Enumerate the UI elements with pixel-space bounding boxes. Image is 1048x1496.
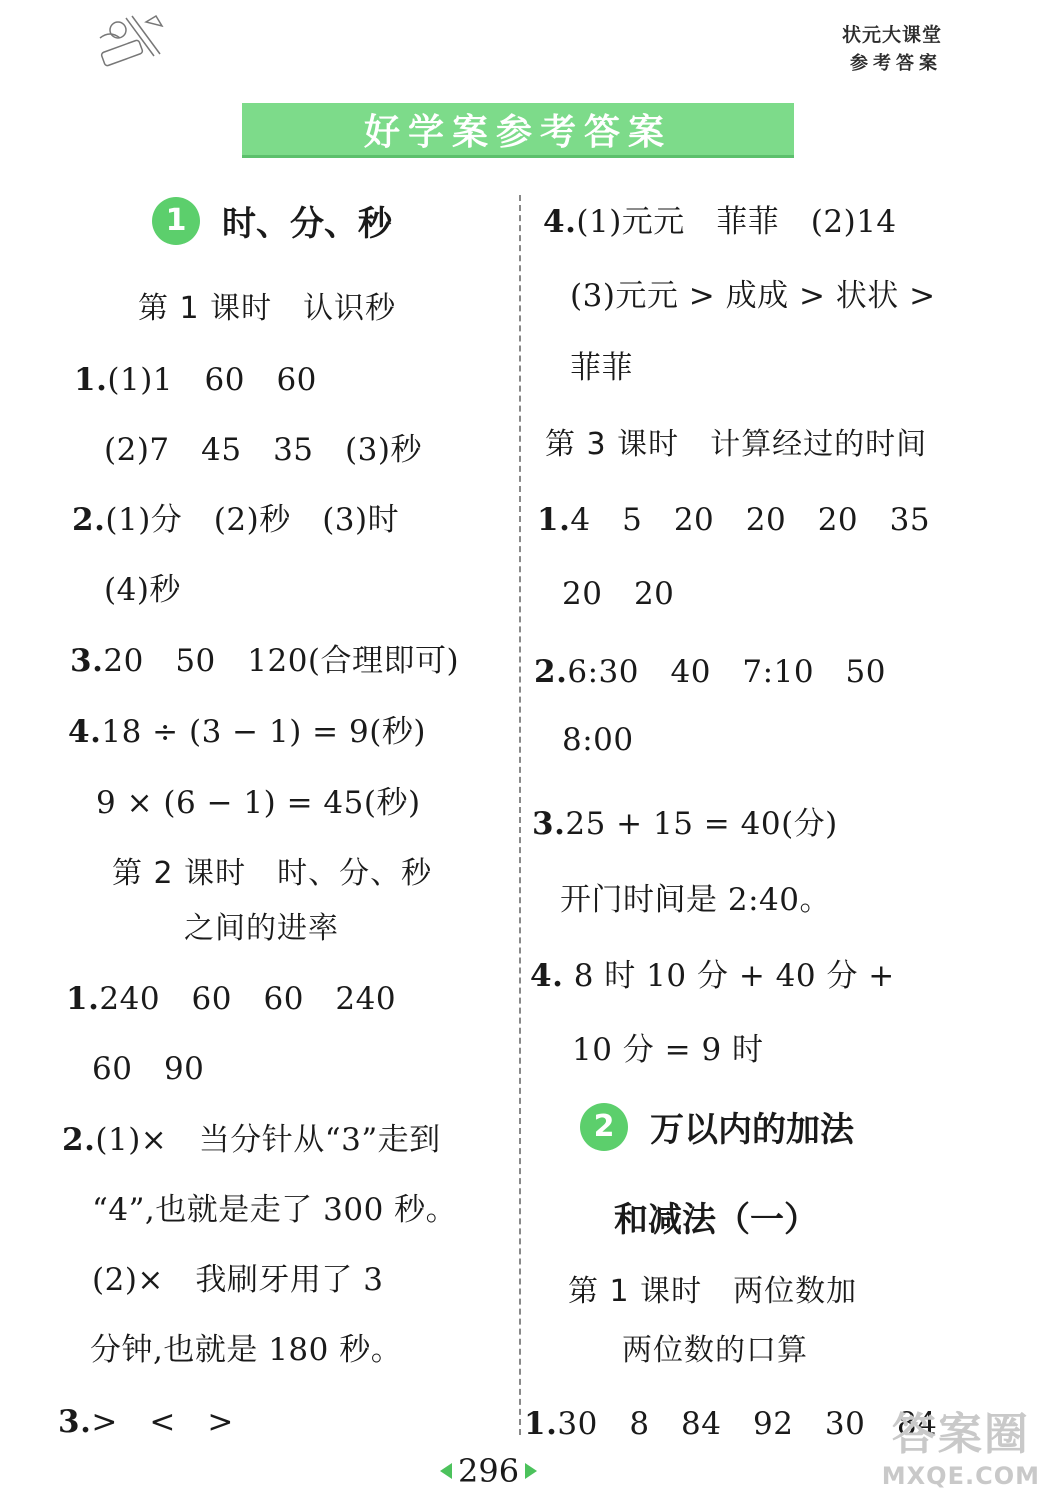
- answer-line: 1.240 60 60 240: [66, 981, 397, 1017]
- lesson-title: 第 3 课时 计算经过的时间: [545, 427, 928, 462]
- answer-line: 1.4 5 20 20 20 35: [537, 502, 931, 538]
- answer-line: 20 20: [562, 576, 675, 612]
- unit-2-heading: [580, 1102, 854, 1151]
- brand-label: [842, 20, 942, 75]
- answer-line: 3.20 50 120(合理即可): [70, 643, 460, 679]
- answer-line: “4”,也就是走了 300 秒。: [92, 1192, 458, 1228]
- page-title-banner: [242, 103, 794, 158]
- answer-line: 3.25 + 15 = 40(分): [532, 806, 838, 842]
- answer-line: 开门时间是 2:40。: [560, 882, 831, 918]
- brand-line-2: 参考答案: [850, 53, 942, 74]
- unit-2-heading-continued: [614, 1192, 818, 1241]
- unit-number-badge: 2: [580, 1103, 628, 1151]
- answer-line: 60 90: [92, 1051, 205, 1087]
- answer-line: 3.> < >: [58, 1404, 234, 1440]
- brand-line-1: 状元大课堂: [841, 24, 942, 46]
- answer-line: 2.(1)分 (2)秒 (3)时: [72, 502, 400, 538]
- page-number-text: 296: [458, 1452, 520, 1490]
- answer-line: 2.6:30 40 7:10 50: [534, 654, 886, 690]
- right-arrow-icon: [525, 1463, 537, 1479]
- unit-1-heading: [152, 196, 392, 245]
- watermark-line-1: 答案圈: [891, 1409, 1030, 1460]
- answer-line: 1.(1)1 60 60: [74, 362, 317, 398]
- lesson-title-continued: 两位数的口算: [622, 1333, 808, 1368]
- answer-line: 4. 8 时 10 分 + 40 分 +: [530, 958, 895, 994]
- column-divider: [519, 195, 521, 1435]
- unit-title: 时、分、秒: [222, 204, 392, 244]
- lesson-title: 第 1 课时 两位数加: [568, 1274, 858, 1309]
- answer-line: 分钟,也就是 180 秒。: [90, 1332, 403, 1368]
- answer-line: 菲菲: [570, 350, 633, 386]
- answer-line: 2.(1)× 当分针从“3”走到: [62, 1122, 441, 1158]
- lesson-title-continued: 之间的进率: [184, 911, 339, 946]
- answer-line: (3)元元 > 成成 > 状状 >: [570, 278, 936, 314]
- unit-number-badge: 1: [152, 197, 200, 245]
- watermark: [882, 1398, 1040, 1490]
- answer-line: (4)秒: [104, 572, 181, 608]
- page-number: [440, 1452, 537, 1490]
- answer-line: (2)× 我刷牙用了 3: [92, 1262, 384, 1298]
- lesson-title: 第 1 课时 认识秒: [138, 291, 397, 326]
- answer-line: (2)7 45 35 (3)秒: [104, 432, 422, 468]
- answer-line: 9 × (6 − 1) = 45(秒): [96, 785, 421, 821]
- page-title: 好学案参考答案: [363, 111, 672, 153]
- lesson-title: 第 2 课时 时、分、秒: [112, 856, 433, 891]
- answer-line: 1.30 8 84 92 30 84: [524, 1406, 938, 1442]
- logo-illustration: [96, 8, 176, 70]
- left-arrow-icon: [440, 1463, 452, 1479]
- unit-title: 万以内的加法: [650, 1110, 854, 1150]
- watermark-line-2: MXQE.COM: [881, 1462, 1040, 1490]
- answer-line: 4.18 ÷ (3 − 1) = 9(秒): [68, 714, 426, 750]
- answer-line: 8:00: [562, 722, 634, 758]
- answer-line: 4.(1)元元 菲菲 (2)14: [543, 204, 897, 240]
- unit-title-continued: 和减法（一）: [614, 1200, 818, 1240]
- answer-line: 10 分 = 9 时: [572, 1032, 764, 1068]
